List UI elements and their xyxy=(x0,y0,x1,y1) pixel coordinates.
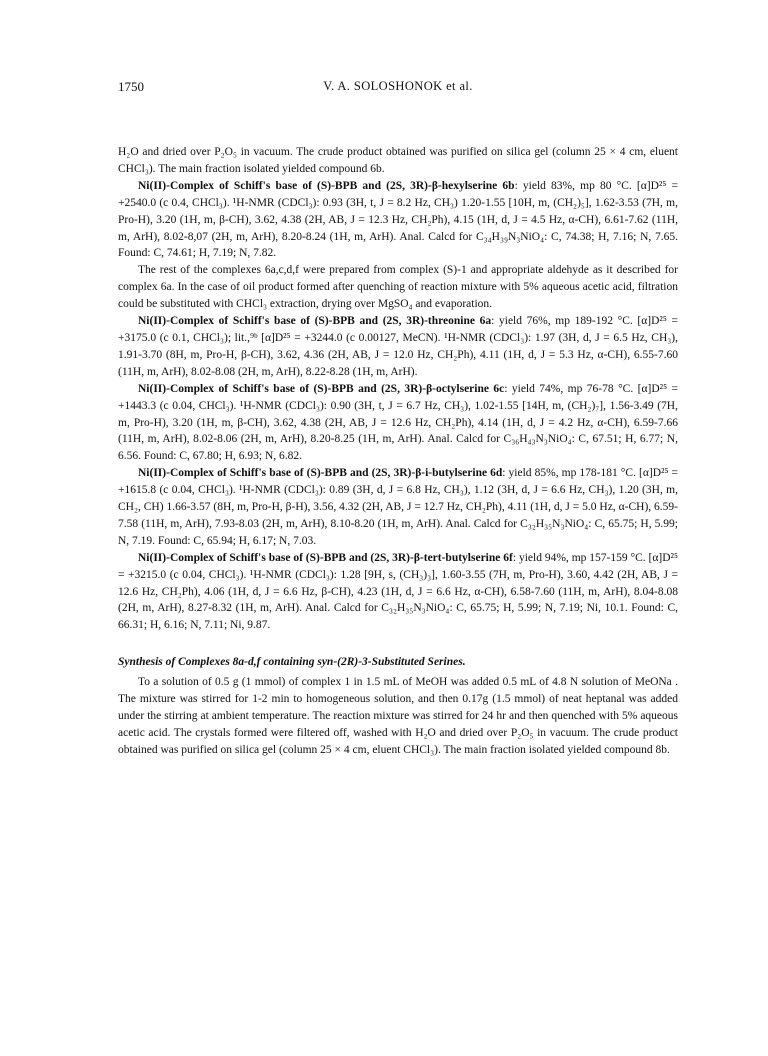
paragraph: H₂O and dried over P₂O₅ in vacuum. The crude product obtained was purified on silica gel (column 25 × 4 cm, eluent CHCl₃). The main fraction isolated yielded compound 6b. xyxy=(118,146,678,175)
entry-text: : yield 76%, mp 189-192 °C. [α]D²⁵ = +3175.0 (c 0.1, CHCl₃); lit.,⁹ᵇ [α]D²⁵ = +3244.0 (c 0.00127, MeCN). ¹H-NMR (CDCl₃): 1.97 (3H, d, J = 6.5 Hz, CH₃), 1.91-3.70 (8H, m, Pro-H, β-CH), 3.62, 4.36 (2H, AB, J = 12.0 Hz, CH₂Ph), 4.11 (1H, d, J = 5.3 Hz, α-CH), 6.55-7.60 (11H, m, ArH), 8.02-8.08 (2H, m, ArH), 8.22-8.28 (1H, m, ArH). xyxy=(118,315,678,378)
entry-title: Ni(II)-Complex of Schiff's base of (S)-BPB and (2S, 3R)-β-octylserine 6c xyxy=(138,382,505,395)
entry-text: : yield 74%, mp 76-78 °C. [α]D²⁵ = +1443.3 (c 0.04, CHCl₃). ¹H-NMR (CDCl₃): 0.90 (3H, t, J = 6.7 Hz, CH₃), 1.02-1.55 [14H, m, (CH₂)₇], 1.56-3.49 (7H, m, Pro-H), 3.20 (1H, m, β-CH), 3.62, 4.38 (2H, AB, J = 12.6 Hz, CH₂Ph), 4.14 (1H, d, J = 4.2 Hz, α-CH), 6.59-7.66 (11H, m, ArH), 8.02-8.06 (2H, m, ArH), 8.20-8.25 (1H, m, ArH). Anal. Calcd for C₃₆H₄₃N₃NiO₄: C, 67.51; H, 6.77; N, 6.56. Found: C, 67.80; H, 6.93; N, 6.82. xyxy=(118,382,678,463)
compound-entry-6c xyxy=(118,381,678,466)
entry-text: : yield 85%, mp 178-181 °C. [α]D²⁵ = +1615.8 (c 0.04, CHCl₃). ¹H-NMR (CDCl₃): 0.89 (3H, d, J = 6.8 Hz, CH₃), 1.12 (3H, d, J = 6.6 Hz, CH₃), 1.20 (3H, m, CH₂, CH) 1.66-3.57 (8H, m, Pro-H, β-H), 3.56, 4.32 (2H, AB, J = 12.7 Hz, CH₂Ph), 4.11 (1H, d, J = 5.0 Hz, α-CH), 6.59-7.58 (11H, m, ArH), 7.93-8.03 (2H, m, ArH), 8.10-8.20 (1H, m, ArH). Anal. Calcd for C₃₂H₃₅N₃NiO₄: C, 65.75; H, 5.99; N, 7.19. Found: C, 65.94; H, 6.17; N, 7.03. xyxy=(118,467,679,547)
article-body xyxy=(118,144,678,759)
paragraph: To a solution of 0.5 g (1 mmol) of complex 1 in 1.5 mL of MeOH was added 0.5 mL of 4.8 N solution of MeONa . The mixture was stirred for 1-2 min to homogeneous solution, and then 0.17g (1.5 mmol) of neat heptanal was added under the stirring at ambient temperature. The reaction mixture was stirred for 24 hr and then quenched with 5% aqueous acetic acid. The crystals formed were filtered off, washed with H₂O and dried over P₂O₅ in vacuum. The crude product obtained was purified on silica gel (column 25 × 4 cm, eluent CHCl₃). The main fraction isolated yielded compound 8b. xyxy=(118,676,678,756)
page-header xyxy=(118,79,678,97)
compound-entry-6a xyxy=(118,313,678,381)
paragraph: The rest of the complexes 6a,c,d,f were prepared from complex (S)-1 and appropriate aldehyde as it described for complex 6a. In the case of oil product formed after quenching of reaction mixture with 5% aqueous acetic acid, filtration could be substituted with CHCl₃ extraction, drying over MgSO₄ and evaporation. xyxy=(118,264,678,311)
section-heading: Synthesis of Complexes 8a-d,f containing syn-(2R)-3-Substituted Serines. xyxy=(118,656,466,669)
entry-text: : yield 94%, mp 157-159 °C. [α]D²⁵ = +3215.0 (c 0.04, CHCl₃). ¹H-NMR (CDCl₃): 1.28 [9H, s, (CH₃)₃], 1.60-3.55 (7H, m, Pro-H), 3.60, 4.42 (2H, AB, J = 12.6 Hz, CH₂Ph), 4.06 (1H, d, J = 6.6 Hz, β-CH), 4.23 (1H, d, J = 6.6 Hz, α-CH), 6.58-7.60 (11H, m, ArH), 8.04-8.08 (2H, m, ArH), 8.27-8.32 (1H, m, ArH). Anal. Calcd for C₃₂H₃₅N₃NiO₄: C, 65.75; H, 5.99; N, 7.19; Ni, 10.1. Found: C, 66.31; H, 6.16; N, 7.11; Ni, 9.87. xyxy=(118,551,678,632)
compound-entry-6b xyxy=(118,178,678,263)
page-number: 1750 xyxy=(118,79,144,94)
entry-text: : yield 83%, mp 80 °C. [α]D²⁵ = +2540.0 (c 0.4, CHCl₃). ¹H-NMR (CDCl₃): 0.93 (3H, t, J = 8.2 Hz, CH₃) 1.20-1.55 [10H, m, (CH₂)₅], 1.62-3.53 (7H, m, Pro-H), 3.20 (1H, m, β-CH), 3.62, 4.38 (2H, AB, J = 12.3 Hz, CH₂Ph), 4.15 (1H, d, J = 4.5 Hz, α-CH), 6.61-7.62 (11H, m, ArH), 8.02-8,07 (2H, m, ArH), 8.20-8.24 (1H, m, ArH). Anal. Calcd for C₃₄H₃₉N₃NiO₄: C, 74.38; H, 7.16; N, 7.65. Found: C, 74.61; H, 7.19; N, 7.82. xyxy=(118,179,678,260)
entry-title: Ni(II)-Complex of Schiff's base of (S)-BPB and (2S, 3R)-β-hexylserine 6b xyxy=(138,179,515,192)
entry-title: Ni(II)-Complex of Schiff's base of (S)-BPB and (2S, 3R)-β-tert-butylserine 6f xyxy=(138,551,513,564)
entry-title: Ni(II)-Complex of Schiff's base of (S)-BPB and (2S, 3R)-β-i-butylserine 6d xyxy=(138,467,503,480)
compound-entry-6d xyxy=(118,465,678,550)
entry-title: Ni(II)-Complex of Schiff's base of (S)-BPB and (2S, 3R)-threonine 6a xyxy=(138,315,492,328)
running-head: V. A. SOLOSHONOK et al. xyxy=(323,79,473,93)
compound-entry-6f xyxy=(118,550,678,635)
